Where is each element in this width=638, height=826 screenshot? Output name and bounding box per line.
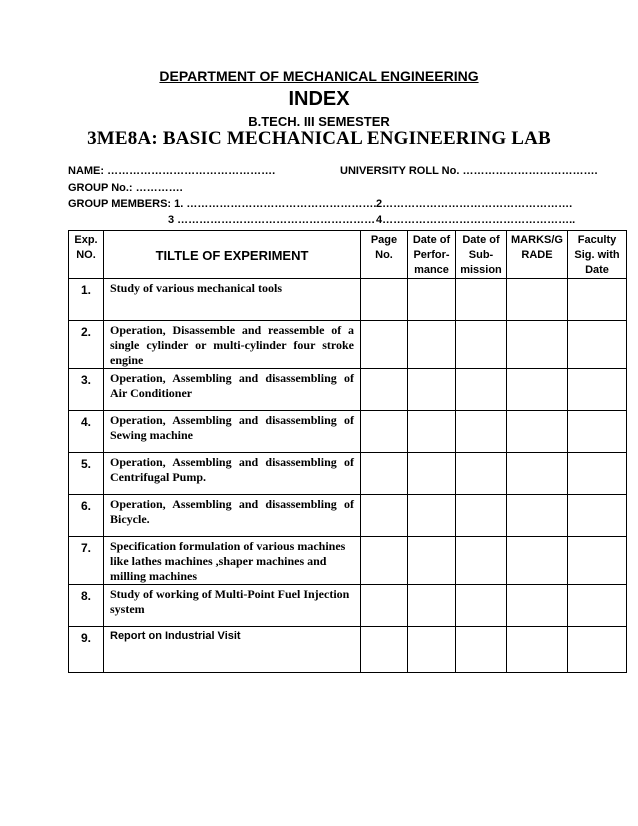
date-submission-cell xyxy=(456,585,507,627)
date-submission-cell xyxy=(456,369,507,411)
date-performance-cell xyxy=(408,321,456,369)
header-marks-grade: MARKS/G RADE xyxy=(507,231,568,279)
header-exp-no: Exp. NO. xyxy=(69,231,104,279)
semester-heading: B.TECH. III SEMESTER xyxy=(248,114,390,129)
table-row xyxy=(69,537,627,585)
group-no-field: GROUP No.: …………. xyxy=(68,182,183,194)
signature-cell xyxy=(568,453,627,495)
marks-cell xyxy=(507,537,568,585)
date-performance-cell xyxy=(408,411,456,453)
exp-number: 5. xyxy=(69,453,104,495)
date-performance-cell xyxy=(408,627,456,673)
exp-title: Operation, Assembling and disassembling of Sewing machine xyxy=(104,411,361,453)
page-no-cell xyxy=(361,627,408,673)
signature-cell xyxy=(568,369,627,411)
exp-number: 6. xyxy=(69,495,104,537)
table-header-row xyxy=(69,231,627,279)
exp-number: 9. xyxy=(69,627,104,673)
signature-cell xyxy=(568,585,627,627)
date-submission-cell xyxy=(456,537,507,585)
date-performance-cell xyxy=(408,585,456,627)
page-no-cell xyxy=(361,369,408,411)
group-member-2-field: 2……………………………………………. xyxy=(376,198,573,210)
marks-cell xyxy=(507,495,568,537)
table-row xyxy=(69,279,627,321)
date-performance-cell xyxy=(408,453,456,495)
exp-title: Operation, Disassemble and reassemble of a single cylinder or multi-cylinder four stroke engine xyxy=(104,321,361,369)
date-performance-cell xyxy=(408,369,456,411)
index-heading: INDEX xyxy=(288,88,350,110)
date-submission-cell xyxy=(456,411,507,453)
page-no-cell xyxy=(361,585,408,627)
exp-title: Operation, Assembling and disassembling of Air Conditioner xyxy=(104,369,361,411)
group-member-3-field: 3 ……………………………………………… xyxy=(168,214,376,226)
page-no-cell xyxy=(361,321,408,369)
header-title: TILTLE OF EXPERIMENT xyxy=(104,231,361,279)
exp-title: Operation, Assembling and disassembling of Bicycle. xyxy=(104,495,361,537)
exp-title: Report on Industrial Visit xyxy=(104,627,361,673)
header-date-submission: Date of Sub- mission xyxy=(456,231,507,279)
exp-number: 2. xyxy=(69,321,104,369)
marks-cell xyxy=(507,369,568,411)
exp-number: 8. xyxy=(69,585,104,627)
date-submission-cell xyxy=(456,453,507,495)
name-field: NAME: ………………………………………. xyxy=(68,165,276,177)
marks-cell xyxy=(507,279,568,321)
exp-title: Study of various mechanical tools xyxy=(104,279,361,321)
marks-cell xyxy=(507,627,568,673)
signature-cell xyxy=(568,537,627,585)
header-date-performance: Date of Perfor- mance xyxy=(408,231,456,279)
date-submission-cell xyxy=(456,495,507,537)
header-faculty-signature: Faculty Sig. with Date xyxy=(568,231,627,279)
exp-number: 1. xyxy=(69,279,104,321)
marks-cell xyxy=(507,453,568,495)
page-no-cell xyxy=(361,279,408,321)
table-row xyxy=(69,585,627,627)
exp-title: Specification formulation of various machines like lathes machines ,shaper machines and milling machines xyxy=(104,537,361,585)
marks-cell xyxy=(507,321,568,369)
marks-cell xyxy=(507,411,568,453)
exp-number: 4. xyxy=(69,411,104,453)
marks-cell xyxy=(507,585,568,627)
signature-cell xyxy=(568,279,627,321)
exp-number: 3. xyxy=(69,369,104,411)
page-no-cell xyxy=(361,537,408,585)
table-row xyxy=(69,627,627,673)
date-performance-cell xyxy=(408,537,456,585)
group-member-1-field: GROUP MEMBERS: 1. ……………………………………………. xyxy=(68,198,377,210)
table-row xyxy=(69,495,627,537)
course-title: 3ME8A: BASIC MECHANICAL ENGINEERING LAB xyxy=(87,128,551,149)
table-row xyxy=(69,453,627,495)
table-row xyxy=(69,411,627,453)
exp-title: Operation, Assembling and disassembling of Centrifugal Pump. xyxy=(104,453,361,495)
signature-cell xyxy=(568,321,627,369)
page-no-cell xyxy=(361,495,408,537)
date-submission-cell xyxy=(456,321,507,369)
header-page-no: Page No. xyxy=(361,231,408,279)
table-row xyxy=(69,321,627,369)
signature-cell xyxy=(568,495,627,537)
date-submission-cell xyxy=(456,627,507,673)
signature-cell xyxy=(568,411,627,453)
department-heading: DEPARTMENT OF MECHANICAL ENGINEERING xyxy=(159,68,479,84)
group-member-4-field: 4…………………………………………….. xyxy=(376,214,576,226)
date-performance-cell xyxy=(408,279,456,321)
experiment-index-table xyxy=(68,230,627,673)
university-roll-field: UNIVERSITY ROLL No. ………………………………. xyxy=(340,165,598,177)
page-no-cell xyxy=(361,453,408,495)
exp-number: 7. xyxy=(69,537,104,585)
date-submission-cell xyxy=(456,279,507,321)
signature-cell xyxy=(568,627,627,673)
page-no-cell xyxy=(361,411,408,453)
date-performance-cell xyxy=(408,495,456,537)
exp-title: Study of working of Multi-Point Fuel Injection system xyxy=(104,585,361,627)
table-row xyxy=(69,369,627,411)
